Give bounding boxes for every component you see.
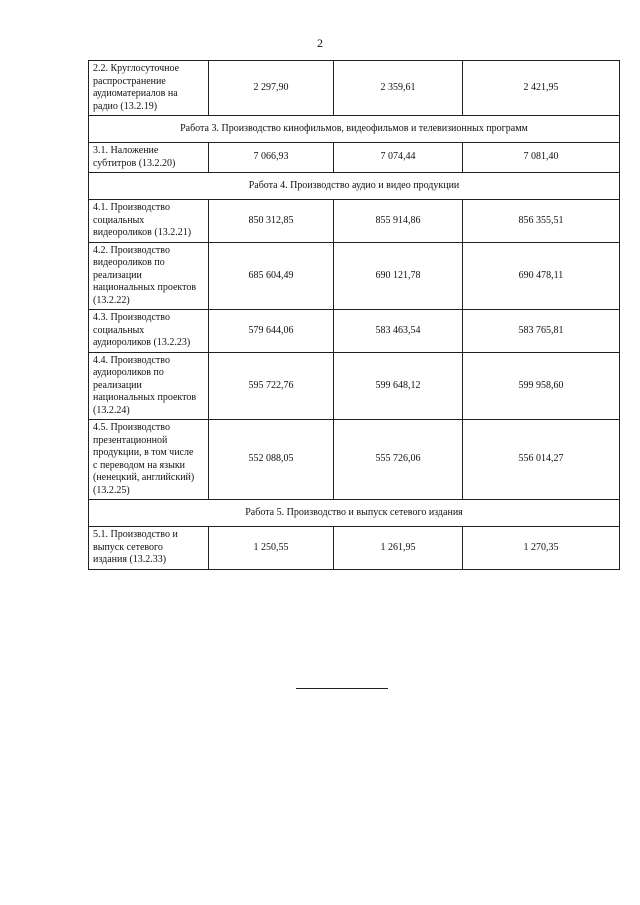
end-of-document-rule [296, 688, 388, 689]
row-name: 4.4. Производство аудиороликов по реализации национальных проектов (13.2.24) [89, 352, 209, 420]
value-cell-1: 2 297,90 [209, 61, 334, 116]
table-row [89, 61, 620, 116]
value-cell-2: 555 726,06 [334, 420, 463, 500]
row-name: 4.3. Производство социальных аудиороликов (13.2.23) [89, 310, 209, 353]
table-row [89, 420, 620, 500]
value-cell-1: 552 088,05 [209, 420, 334, 500]
value-cell-1: 579 644,06 [209, 310, 334, 353]
value-cell-1: 850 312,85 [209, 200, 334, 243]
section-row [89, 173, 620, 200]
value-cell-3: 7 081,40 [463, 143, 620, 173]
row-name: 4.2. Производство видеороликов по реализации национальных проектов (13.2.22) [89, 242, 209, 310]
table-row [89, 143, 620, 173]
table-row [89, 352, 620, 420]
row-name: 3.1. Наложение субтитров (13.2.20) [89, 143, 209, 173]
table-row [89, 527, 620, 570]
row-name: 4.5. Производство презентационной продукции, в том числе с переводом на языки (ненецкий, английский) (13.2.25) [89, 420, 209, 500]
value-cell-2: 7 074,44 [334, 143, 463, 173]
value-cell-3: 690 478,11 [463, 242, 620, 310]
table-row [89, 242, 620, 310]
section-title: Работа 4. Производство аудио и видео продукции [89, 173, 620, 200]
section-row [89, 500, 620, 527]
value-cell-3: 856 355,51 [463, 200, 620, 243]
value-cell-1: 1 250,55 [209, 527, 334, 570]
value-cell-3: 556 014,27 [463, 420, 620, 500]
page-number: 2 [317, 36, 323, 50]
value-cell-1: 7 066,93 [209, 143, 334, 173]
value-cell-2: 855 914,86 [334, 200, 463, 243]
table-row [89, 310, 620, 353]
budget-table [88, 60, 620, 570]
table-row [89, 200, 620, 243]
row-name: 4.1. Производство социальных видеороликов (13.2.21) [89, 200, 209, 243]
row-name: 2.2. Круглосуточное распространение аудиоматериалов на радио (13.2.19) [89, 61, 209, 116]
value-cell-2: 1 261,95 [334, 527, 463, 570]
value-cell-3: 599 958,60 [463, 352, 620, 420]
section-title: Работа 3. Производство кинофильмов, видеофильмов и телевизионных программ [89, 116, 620, 143]
value-cell-2: 2 359,61 [334, 61, 463, 116]
section-title: Работа 5. Производство и выпуск сетевого издания [89, 500, 620, 527]
value-cell-2: 599 648,12 [334, 352, 463, 420]
value-cell-3: 583 765,81 [463, 310, 620, 353]
section-row [89, 116, 620, 143]
row-name: 5.1. Производство и выпуск сетевого издания (13.2.33) [89, 527, 209, 570]
value-cell-1: 685 604,49 [209, 242, 334, 310]
value-cell-3: 2 421,95 [463, 61, 620, 116]
value-cell-3: 1 270,35 [463, 527, 620, 570]
value-cell-1: 595 722,76 [209, 352, 334, 420]
value-cell-2: 583 463,54 [334, 310, 463, 353]
value-cell-2: 690 121,78 [334, 242, 463, 310]
